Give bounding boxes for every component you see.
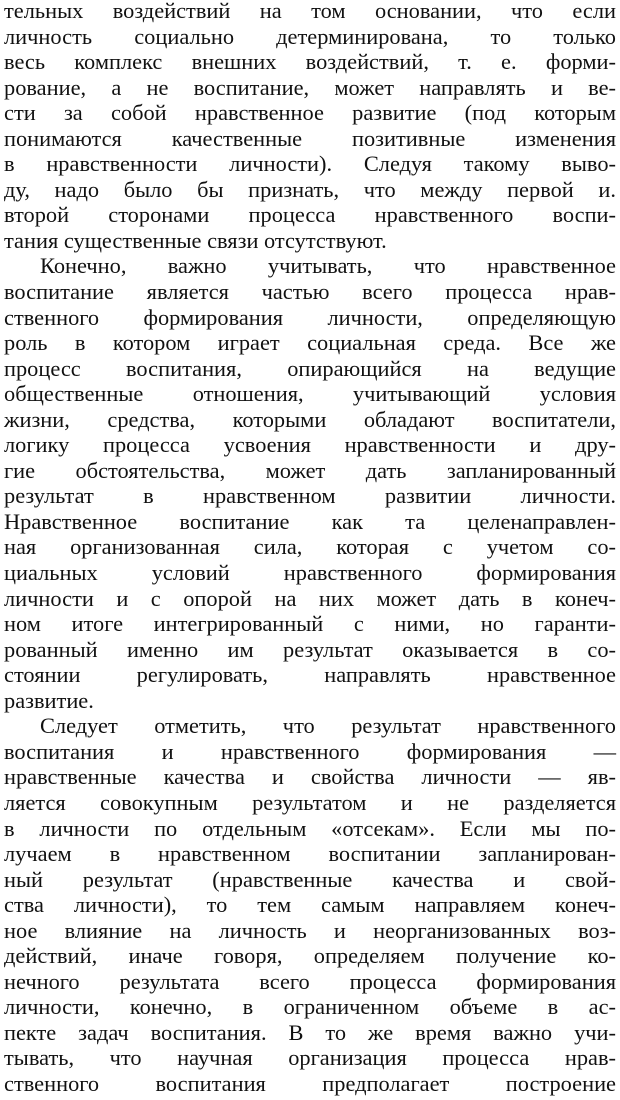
- text-line: в нравственности личности). Следуя такому выво-: [4, 151, 616, 177]
- document-page: [4, 0, 616, 1097]
- text-line: логику процесса усвоения нравственности и дру-: [4, 432, 616, 458]
- text-line: циальных условий нравственного формирования: [4, 560, 616, 586]
- text-line: сти за собой нравственное развитие (под которым: [4, 100, 616, 126]
- text-line: в личности по отдельным «отсекам». Если мы по-: [4, 815, 616, 841]
- text-line: ственного формирования личности, определяющую: [4, 304, 616, 330]
- text-line: рование, а не воспитание, может направлять и ве-: [4, 74, 616, 100]
- text-line: ном итоге интегрированный с ними, но гаранти-: [4, 611, 616, 637]
- text-line: тельных воздействий на том основании, что если: [4, 0, 616, 23]
- text-line: ная организованная сила, которая с учетом со-: [4, 534, 616, 560]
- text-line: личности, конечно, в ограниченном объеме в ас-: [4, 994, 616, 1020]
- text-line: жизни, средства, которыми обладают воспитатели,: [4, 406, 616, 432]
- text-line: личности и с опорой на них может дать в конеч-: [4, 585, 616, 611]
- text-line: рованный именно им результат оказывается в со-: [4, 636, 616, 662]
- text-line: гие обстоятельства, может дать запланированный: [4, 457, 616, 483]
- text-line: личность социально детерминирована, то только: [4, 23, 616, 49]
- text-line: понимаются качественные позитивные изменения: [4, 125, 616, 151]
- text-line: общественные отношения, учитывающий условия: [4, 381, 616, 407]
- text-line: второй сторонами процесса нравственного воспи-: [4, 202, 616, 228]
- text-line: развитие.: [4, 687, 94, 713]
- paragraph-1: [4, 0, 616, 253]
- text-line: весь комплекс внешних воздействий, т. е. форми-: [4, 49, 616, 75]
- text-line: нечного результата всего процесса формирования: [4, 968, 616, 994]
- text-line: пекте задач воспитания. В то же время важно учи-: [4, 1019, 616, 1045]
- text-line: роль в котором играет социальная среда. Все же: [4, 330, 616, 356]
- text-line: воспитания и нравственного формирования —: [4, 738, 616, 764]
- text-line: воспитание является частью всего процесса нрав-: [4, 279, 616, 305]
- text-line: ственного воспитания предполагает построение: [4, 1070, 616, 1096]
- paragraph-3: [4, 713, 616, 1096]
- text-line: ное влияние на личность и неорганизованных воз-: [4, 917, 616, 943]
- text-line: процесс воспитания, опирающийся на ведущие: [4, 355, 616, 381]
- text-line: действий, иначе говоря, определяем получение ко-: [4, 943, 616, 969]
- text-line: Нравственное воспитание как та целенаправлен-: [4, 508, 616, 534]
- text-line: Конечно, важно учитывать, что нравственное: [40, 253, 616, 279]
- text-line: лучаем в нравственном воспитании запланирован-: [4, 841, 616, 867]
- text-line: ду, надо было бы признать, что между первой и.: [4, 176, 616, 202]
- text-line: ный результат (нравственные качества и свой-: [4, 866, 616, 892]
- paragraph-2: [4, 253, 616, 713]
- text-line: ляется совокупным результатом и не разделяется: [4, 789, 616, 815]
- text-line: нравственные качества и свойства личности — яв-: [4, 764, 616, 790]
- text-line: тания существенные связи отсутствуют.: [4, 227, 387, 253]
- text-line: результат в нравственном развитии личности.: [4, 483, 616, 509]
- text-line: Следует отметить, что результат нравственного: [40, 713, 616, 739]
- text-line: ства личности), то тем самым направляем конеч-: [4, 892, 616, 918]
- text-line: стоянии регулировать, направлять нравственное: [4, 662, 616, 688]
- text-line: тывать, что научная организация процесса нрав-: [4, 1045, 616, 1071]
